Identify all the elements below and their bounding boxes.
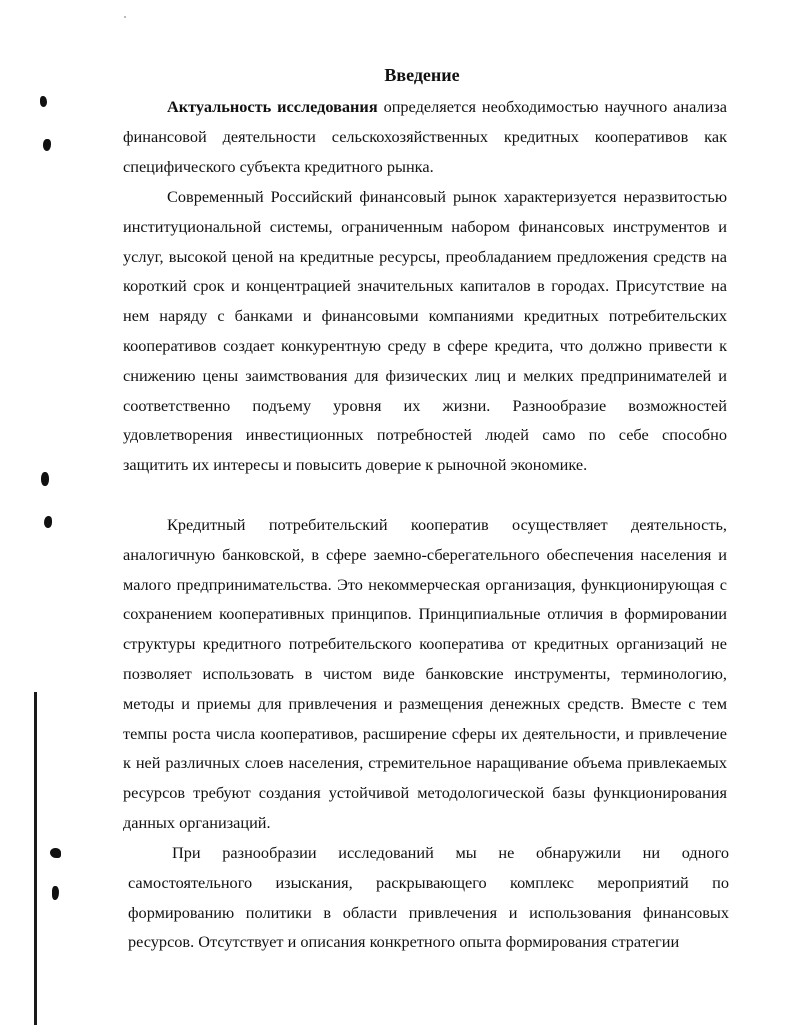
paragraph-market: Современный Российский финансовый рынок характеризуется неразвитостью институциональной системы, ограниченным набором финансовых инструментов и услуг, высокой ценой на кредитные ресурсы, преобладанием предложения средств на короткий срок и концентрацией значительных капиталов в городах. Присутствие на нем наряду с банками и финансовыми компаниями кредитных потребительских кооперативов создает конкурентную среду в сфере кредита, что должно привести к снижению цены заимствования для физических лиц и мелких предпринимателей и соответственно подъему уровня их жизни. Разнообразие возможностей удовлетворения инвестиционных потребностей людей само по себе способно защитить их интересы и повысить доверие к рыночной экономике. bbox=[123, 187, 727, 475]
page-title: Введение bbox=[384, 65, 460, 85]
scan-artifact-mark bbox=[50, 848, 61, 858]
scan-artifact-mark bbox=[44, 516, 52, 528]
paragraph-relevance bbox=[123, 92, 727, 181]
scan-artifact-mark bbox=[41, 472, 49, 486]
scan-artifact-mark bbox=[40, 96, 47, 107]
paragraph-text: определяется необходимостью научного анализа финансовой деятельности сельскохозяйственных кредитных кооперативов как специфического субъекта кредитного рынка. bbox=[123, 97, 727, 176]
paragraph-cooperative: Кредитный потребительский кооператив осуществляет деятельность, аналогичную банковской, в сфере заемно-сберегательного обеспечения населения и малого предпринимательства. Это некоммерческая организация, функционирующая с сохранением кооперативных принципов. Принципиальные отличия в формировании структуры кредитного потребительского кооператива от кредитных организаций не позволяет использовать в чистом виде банковские инструменты, терминологию, методы и приемы для привлечения и размещения денежных средств. Вместе с тем темпы роста числа кооперативов, расширение сферы их деятельности, и привлечение к ней различных слоев населения, стремительное наращивание объема привлекаемых ресурсов требуют создания устойчивой методологической базы функционирования данных организаций. bbox=[123, 515, 727, 832]
scan-artifact-mark bbox=[52, 886, 59, 900]
paragraph-research-gap: При разнообразии исследований мы не обнаружили ни одного самостоятельного изыскания, раскрывающего комплекс мероприятий по формированию политики в области привлечения и использования финансовых ресурсов. Отсутствует и описания конкретного опыта формирования стратегии bbox=[128, 843, 729, 952]
scan-artifact-mark bbox=[43, 139, 51, 151]
scan-edge-line bbox=[34, 692, 37, 1025]
paragraph-lead-bold: Актуальность исследования bbox=[167, 97, 378, 116]
scan-speck bbox=[124, 16, 126, 18]
